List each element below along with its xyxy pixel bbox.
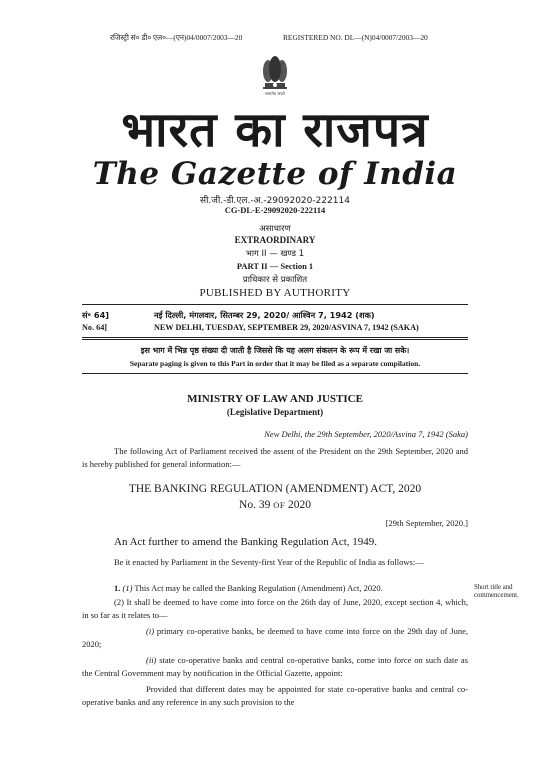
published-by-authority-english: PUBLISHED BY AUTHORITY: [199, 287, 351, 299]
registration-number-english: REGISTERED NO. DL—(N)04/0007/2003—20: [283, 33, 428, 42]
issue-date-hindi: नई दिल्ली, मंगलवार, सितम्बर 29, 2020/ आश्विन 7, 1942 (शक): [154, 310, 375, 320]
extraordinary-hindi: असाधारण: [259, 224, 291, 234]
part-section-hindi: भाग II — खण्ड 1: [245, 249, 305, 259]
act-date: [29th September, 2020.]: [385, 518, 468, 528]
masthead-english: The Gazette of India: [92, 156, 458, 192]
separate-paging-note-hindi: इस भाग में भिन्न पृष्ठ संख्या दी जाती है जिससे कि यह अलग संकलन के रूप में रखा जा सके।: [140, 346, 410, 355]
enacting-clause: Be it enacted by Parliament in the Seventy-first Year of the Republic of India as follows:—: [114, 557, 424, 567]
issue-date-english: NEW DELHI, TUESDAY, SEPTEMBER 29, 2020/ASVINA 7, 1942 (SAKA): [154, 323, 419, 332]
published-by-authority-hindi: प्राधिकार से प्रकाशित: [242, 275, 308, 285]
registration-number-hindi: रजिस्ट्री सं० डी० एल०—(एन)04/0007/2003—20: [110, 33, 243, 42]
proviso-paragraph: Provided that different dates may be appointed for state co-operative banks and central co-operative banks and any reference in any such provision to the: [82, 684, 468, 707]
rule-bottom: [82, 373, 468, 374]
section-1-1: [82, 582, 468, 595]
margin-note-short-title: Short title and commencement.: [474, 584, 519, 599]
issue-number-english: No. 64]: [82, 323, 108, 332]
rule-middle-2: [82, 339, 468, 340]
emblem-motto: सत्यमेव जयते: [265, 91, 285, 96]
clause-ii-mark: (ii): [146, 655, 157, 665]
act-number-year: 2020: [287, 499, 311, 511]
act-number-of: OF: [273, 500, 286, 510]
act-long-title: An Act further to amend the Banking Regulation Act, 1949.: [114, 536, 378, 548]
section-1-sub-1-mark: (1): [122, 583, 133, 593]
gazette-code-english: CG-DL-E-29092020-222114: [224, 205, 326, 215]
clause-i-mark: (i): [146, 626, 155, 636]
section-1-sub-1-text: This Act may be called the Banking Regulation (Amendment) Act, 2020.: [132, 583, 383, 593]
rule-top: [82, 304, 468, 305]
section-1-2: (2) It shall be deemed to have come into force on the 26th day of June, 2020, except section 4, which, in so far as it relates to—: [82, 597, 468, 620]
clause-ii-text: state co-operative banks and central co-operative banks, come into force on such date as the Central Government may by notification in the Official Gazette, appoint:: [82, 655, 468, 678]
national-emblem-icon: [256, 53, 294, 97]
department-heading: (Legislative Department): [226, 407, 324, 417]
act-number-prefix: No. 39: [239, 499, 271, 511]
ministry-heading: MINISTRY OF LAW AND JUSTICE: [187, 393, 363, 405]
gazette-code-hindi: सी.जी.-डी.एल.-अ.-29092020-222114: [200, 196, 350, 206]
clause-i-text: primary co-operative banks, be deemed to have come into force on the 29th day of June, 2020;: [82, 626, 468, 649]
section-1-clause-i: [82, 625, 468, 650]
intro-paragraph: The following Act of Parliament received the assent of the President on the 29th September, 2020 and is hereby published for general information:—: [82, 446, 468, 469]
section-1-clause-ii: [82, 654, 468, 679]
masthead-hindi: भारत का राजपत्र: [121, 102, 429, 158]
extraordinary-english: EXTRAORDINARY: [234, 235, 316, 245]
separate-paging-note-english: Separate paging is given to this Part in order that it may be filed as a separate compilation.: [129, 359, 421, 368]
place-date-line: New Delhi, the 29th September, 2020/Asvina 7, 1942 (Saka): [264, 429, 468, 439]
issue-number-hindi: सं॰ 64]: [82, 310, 110, 320]
rule-middle-1: [82, 337, 468, 338]
act-number: [0, 499, 550, 511]
section-1-number: 1.: [114, 583, 121, 593]
part-section-english: PART II — Section 1: [236, 261, 314, 271]
act-title: THE BANKING REGULATION (AMENDMENT) ACT, 2020: [128, 483, 422, 495]
